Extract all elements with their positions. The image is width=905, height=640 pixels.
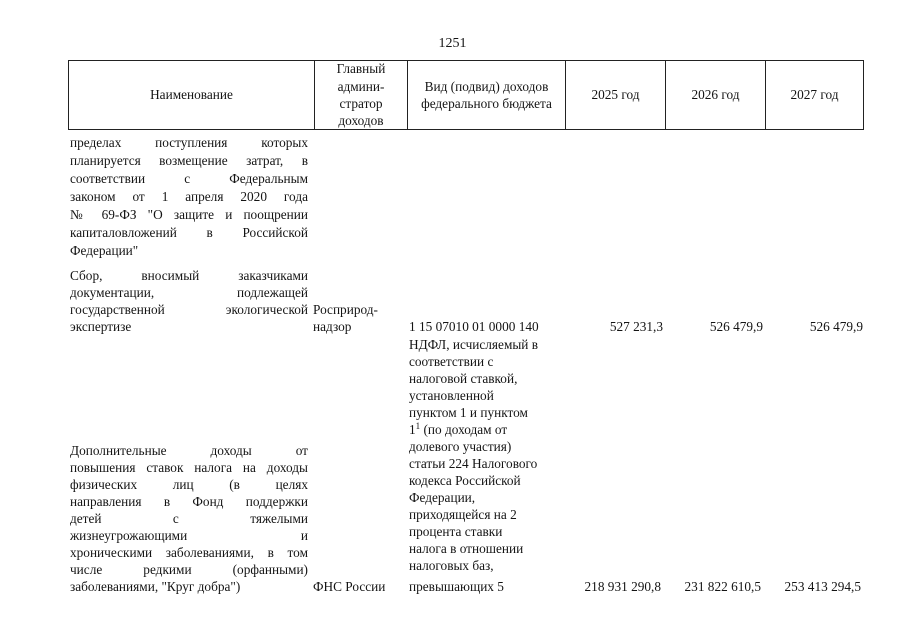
row-name-line: Федерации"	[70, 243, 139, 258]
row-income-type-line: процента ставки	[409, 524, 503, 539]
row-name-line: № 69-ФЗ "О защите и поощрении	[70, 207, 308, 222]
row-income-type-text: (по доходам от	[420, 422, 508, 437]
row-name-line: детей с тяжелыми	[70, 511, 308, 526]
row-name-line: жизнеугрожающими и	[70, 528, 308, 543]
row-name-line: капиталовложений в Российской	[70, 225, 308, 240]
row-value-2026: 526 479,9	[709, 319, 763, 334]
table-header	[68, 60, 864, 130]
row-value-2027: 526 479,9	[809, 319, 863, 334]
header-name-label: Наименование	[150, 87, 233, 103]
row-value-2027: 253 413 294,5	[784, 579, 861, 594]
row-name-line: Дополнительные доходы от	[70, 443, 308, 458]
header-income-type	[407, 61, 565, 129]
row-name-line: документации, подлежащей	[70, 285, 308, 300]
row-administrator: надзор	[313, 319, 352, 334]
row-name-line: соответствии с Федеральным	[70, 171, 308, 186]
row-name-line: хроническими заболеваниями, в том	[70, 545, 308, 560]
row-administrator: ФНС России	[313, 579, 386, 594]
header-income-type-line: федерального бюджета	[421, 96, 552, 111]
header-administrator-line: стратор	[339, 96, 383, 111]
row-income-type-line: установленной	[409, 388, 494, 403]
row-income-type-line: приходящейся на 2	[409, 507, 517, 522]
row-income-type-line	[409, 421, 507, 438]
row-name-line: Сбор, вносимый заказчиками	[70, 268, 308, 283]
row-value-2025: 218 931 290,8	[584, 579, 661, 594]
page-number: 1251	[438, 36, 467, 51]
row-name-line: направления в Фонд поддержки	[70, 494, 308, 509]
header-income-type-label	[421, 78, 552, 113]
row-income-type-line: соответствии с	[409, 354, 494, 369]
row-name-line: заболеваниями, "Круг добра")	[70, 579, 241, 594]
row-income-type-line: пунктом 1 и пунктом	[409, 405, 528, 420]
row-income-type-line: налога в отношении	[409, 541, 524, 556]
row-name-line: законом от 1 апреля 2020 года	[70, 189, 308, 204]
header-administrator-line: Главный	[336, 61, 386, 77]
header-administrator-line: админи-	[337, 78, 385, 94]
header-year-2026	[665, 61, 765, 129]
row-name-line: пределах поступления которых	[70, 135, 308, 150]
header-administrator	[314, 61, 407, 129]
row-income-type-line: превышающих 5	[409, 579, 504, 594]
header-income-type-line: Вид (подвид) доходов	[424, 78, 549, 94]
row-name-line: числе редкими (орфанными)	[70, 562, 308, 577]
header-year-2027	[765, 61, 863, 129]
superscript-marker: 1	[415, 421, 421, 431]
header-year-2026-label: 2026 год	[691, 87, 740, 103]
row-income-type-line: НДФЛ, исчисляемый в	[409, 337, 539, 352]
header-administrator-label	[337, 60, 386, 129]
row-administrator: Росприрод-	[313, 302, 378, 317]
row-income-type-line: долевого участия)	[409, 439, 512, 454]
row-income-code: 1 15 07010 01 0000 140	[409, 319, 539, 334]
header-year-2025	[565, 61, 665, 129]
row-value-2025: 527 231,3	[609, 319, 663, 334]
row-income-type-line: налоговой ставкой,	[409, 371, 518, 386]
header-year-2025-label: 2025 год	[591, 87, 640, 103]
row-income-type-line: Федерации,	[409, 490, 476, 505]
row-value-2026: 231 822 610,5	[684, 579, 761, 594]
row-income-type-line: кодекса Российской	[409, 473, 521, 488]
row-income-type-text: 1	[409, 422, 416, 437]
header-year-2027-label: 2027 год	[790, 87, 839, 103]
row-name-line: повышения ставок налога на доходы	[70, 460, 308, 475]
header-name	[69, 61, 314, 129]
header-administrator-line: доходов	[338, 113, 384, 129]
row-name-line: физических лиц (в целях	[70, 477, 308, 492]
row-income-type-line: статьи 224 Налогового	[409, 456, 538, 471]
row-income-type-line: налоговых баз,	[409, 558, 494, 573]
row-name-line: государственной экологической	[70, 302, 308, 317]
row-name-line: планируется возмещение затрат, в	[70, 153, 308, 168]
row-name-line: экспертизе	[70, 319, 132, 334]
